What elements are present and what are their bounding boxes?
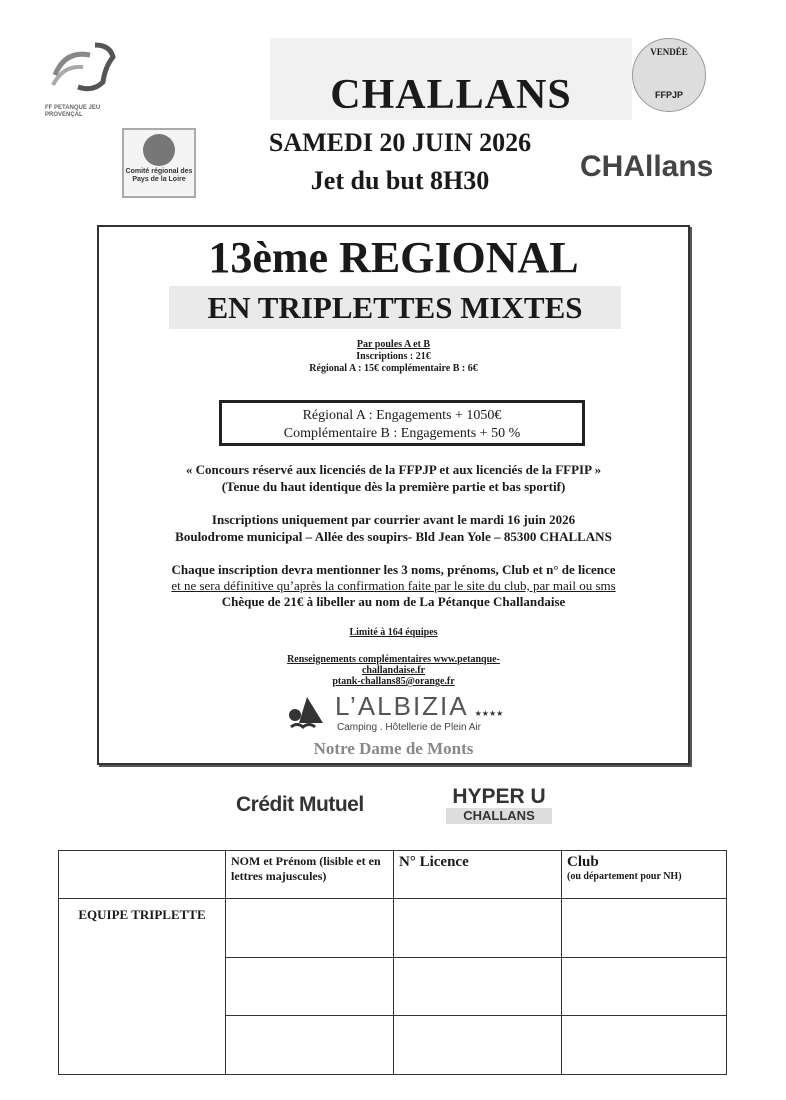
player3-licence[interactable] [394, 1016, 562, 1075]
hyper-u-city: CHALLANS [446, 808, 552, 824]
player2-licence[interactable] [394, 958, 562, 1016]
address: Boulodrome municipal – Allée des soupirs- Bld Jean Yole – 85300 CHALLANS [175, 529, 612, 544]
vendee-logo-sub: FFPJP [654, 90, 683, 100]
inscriptions-fee: Inscriptions : 21€ [356, 351, 431, 362]
ffpjp-logo [45, 40, 130, 118]
albizia-name: L’ALBIZIA [335, 691, 469, 721]
prize-b: Complémentaire B : Engagements + 50 % [283, 426, 521, 441]
cheque-note: Chèque de 21€ à libeller au nom de La Pétanque Challandaise [221, 594, 566, 609]
prizes-box [219, 400, 585, 446]
vendee-logo [632, 38, 706, 112]
info-block [99, 654, 688, 687]
vendee-logo-text: VENDÉE [650, 47, 688, 57]
event-subtitle: EN TRIPLETTES MIXTES [169, 286, 621, 329]
prize-a: Régional A : Engagements + 1050€ [302, 408, 502, 423]
player3-club[interactable] [562, 1016, 727, 1075]
event-date: SAMEDI 20 JUIN 2026 [268, 128, 532, 157]
confirm-note [99, 578, 688, 594]
player1-club[interactable] [562, 899, 727, 958]
player2-club[interactable] [562, 958, 727, 1016]
mention-note: Chaque inscription devra mentionner les 3 noms, prénoms, Club et n° de licence [171, 562, 616, 577]
fee-split: Régional A : 15€ complémentaire B : 6€ [309, 363, 478, 374]
email-link[interactable]: ptank-challans85@orange.fr [332, 676, 455, 687]
dress-note: (Tenue du haut identique dès la première partie et bas sportif) [221, 479, 566, 494]
mail-deadline: Inscriptions uniquement par courrier avant le mardi 16 juin 2026 [211, 512, 576, 527]
reserved-note: « Concours réservé aux licenciés de la FFPJP et aux licenciés de la FFPIP » [185, 462, 602, 477]
header-licence: N° Licence [394, 851, 562, 899]
albizia-tagline: Camping . Hôtellerie de Plein Air [337, 722, 481, 733]
poules-text: Par poules A et B [356, 339, 431, 350]
info-line1: Renseignements complémentaires www.petanque- [287, 654, 500, 665]
poules [99, 339, 688, 351]
credit-mutuel-logo: Crédit Mutuel [236, 793, 364, 816]
start-time: Jet du but 8H30 [310, 166, 490, 195]
info-link[interactable]: challandaise.fr [361, 665, 426, 676]
player1-name[interactable] [226, 899, 394, 958]
hyper-u-text: HYPER U [452, 785, 546, 808]
event-box [97, 225, 690, 765]
team-limit-text: Limité à 164 équipes [349, 627, 438, 638]
comite-logo [122, 128, 196, 198]
albizia-place: Notre Dame de Monts [313, 739, 474, 758]
city-title: CHALLANS [330, 72, 572, 118]
header-club-note: (ou département pour NH) [567, 871, 682, 882]
registration-form [58, 850, 727, 1075]
player1-licence[interactable] [394, 899, 562, 958]
header-blank [59, 851, 226, 899]
header-club-label: Club [567, 854, 599, 870]
team-limit [99, 627, 688, 639]
challans-logo: CHAllans [580, 150, 714, 183]
header-name: NOM et Prénom (lisible et en lettres majuscules) [226, 851, 394, 899]
edition-title: 13ème REGIONAL [208, 233, 579, 282]
player2-name[interactable] [226, 958, 394, 1016]
header-club [562, 851, 727, 899]
confirm-text: et ne sera définitive qu’après la confirmation faite par le site du club, par mail ou sms [171, 578, 616, 593]
albizia-title-row [335, 691, 503, 721]
albizia-logo [287, 691, 587, 737]
sailboat-icon [287, 693, 327, 733]
albizia-stars: ★★★★ [474, 709, 504, 718]
comite-logo-text: Comité régional des Pays de la Loire [125, 168, 193, 183]
hyper-u-logo [446, 786, 552, 824]
team-label: EQUIPE TRIPLETTE [59, 899, 226, 1075]
player3-name[interactable] [226, 1016, 394, 1075]
ffpjp-logo-text: FF PETANQUE JEU PROVENÇAL [45, 105, 101, 118]
